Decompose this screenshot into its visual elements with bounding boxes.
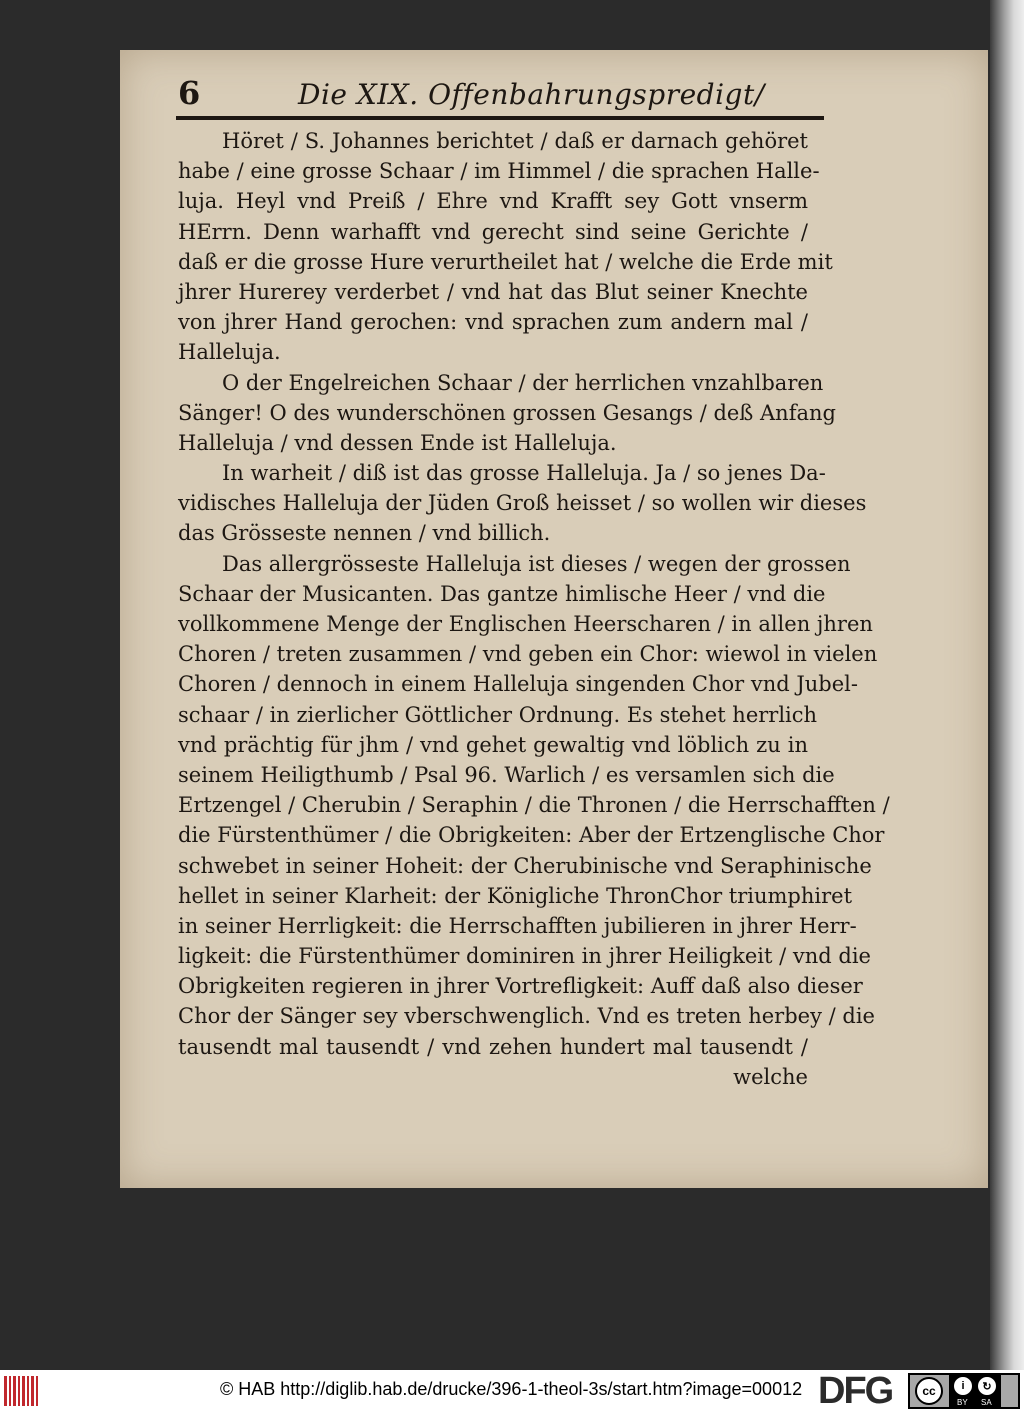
text-line: die Fürstenthümer / die Obrigkeiten: Aber der Ertzenglische Chor: [178, 823, 885, 848]
text-line: seinem Heiligthumb / Psal 96. Warlich / es versamlen sich die: [178, 762, 835, 787]
license-icons: [949, 1373, 1001, 1409]
text-line: Das allergrösseste Halleluja ist dieses / wegen der grossen: [222, 551, 851, 576]
text-line: Obrigkeiten regieren in jhrer Vortrefligkeit: Auff daß also dieser: [178, 974, 863, 999]
text-line: HErrn. Denn warhafft vnd gerecht sind seine Gerichte /: [178, 219, 808, 244]
text-line: Schaar der Musicanten. Das gantze himlische Heer / vnd die: [178, 581, 826, 606]
text-line: habe / eine grosse Schaar / im Himmel / die sprachen Halle-: [178, 159, 820, 184]
dfg-logo[interactable]: DFG: [818, 1370, 893, 1412]
text-line: In warheit / diß ist das grosse Halleluja. Ja / so jenes Da-: [222, 461, 826, 486]
share-alike-icon: ↻: [976, 1375, 998, 1397]
by-label: BY: [957, 1398, 968, 1407]
page-header: [178, 74, 858, 122]
text-line: von jhrer Hand gerochen: vnd sprachen zum andern mal /: [178, 310, 808, 335]
attribution-icon: i: [952, 1375, 974, 1397]
hab-logo-icon[interactable]: [4, 1376, 38, 1406]
text-line: Sänger! O des wunderschönen grossen Gesangs / deß Anfang: [178, 400, 836, 425]
text-line: das Grösseste nennen / vnd billich.: [178, 521, 551, 546]
text-line: Halleluja.: [178, 340, 281, 365]
text-line: vnd prächtig für jhm / vnd gehet gewaltig vnd löblich zu in: [178, 732, 808, 757]
text-line: schaar / in zierlicher Göttlicher Ordnung. Es stehet herrlich: [178, 702, 818, 727]
text-line: Choren / treten zusammen / vnd geben ein Chor: wiewol in vielen: [178, 642, 878, 667]
copyright-link[interactable]: © HAB http://diglib.hab.de/drucke/396-1-theol-3s/start.htm?image=00012: [220, 1379, 803, 1399]
page-number: 6: [178, 74, 201, 112]
header-rule: [176, 116, 824, 120]
cc-license-badge[interactable]: [908, 1373, 1020, 1409]
text-line: Ertzengel / Cherubin / Seraphin / die Thronen / die Herrschafften /: [178, 793, 890, 818]
adjacent-page-edge: [990, 0, 1024, 1370]
text-line: tausendt mal tausendt / vnd zehen hundert mal tausendt /: [178, 1034, 808, 1059]
text-line: jhrer Hurerey verderbet / vnd hat das Blut seiner Knechte: [178, 279, 808, 304]
text-line: Chor der Sänger sey vberschwenglich. Vnd es treten herbey / die: [178, 1004, 875, 1029]
cc-icon: cc: [915, 1377, 943, 1405]
viewer-footer: [0, 1370, 1024, 1412]
catchword: welche: [733, 1064, 808, 1089]
text-line: in seiner Herrligkeit: die Herrschafften jubilieren in jhrer Herr-: [178, 913, 857, 938]
text-line: ligkeit: die Fürstenthümer dominiren in jhrer Heiligkeit / vnd die: [178, 944, 871, 969]
text-line: schwebet in seiner Hoheit: der Cherubinische vnd Seraphinische: [178, 853, 872, 878]
text-line: Choren / dennoch in einem Halleluja singenden Chor vnd Jubel-: [178, 672, 858, 697]
text-line: O der Engelreichen Schaar / der herrlichen vnzahlbaren: [222, 370, 824, 395]
text-line: luja. Heyl vnd Preiß / Ehre vnd Krafft sey Gott vnserm: [178, 189, 808, 214]
text-line: Halleluja / vnd dessen Ende ist Halleluja.: [178, 430, 617, 455]
text-line: vollkommene Menge der Englischen Heerscharen / in allen jhren: [178, 612, 873, 636]
running-head: Die XIX. Offenbahrungspredigt/: [298, 78, 765, 111]
text-line: vidisches Halleluja der Jüden Groß heisset / so wollen wir dieses: [178, 491, 867, 516]
text-line: Höret / S. Johannes berichtet / daß er darnach gehöret: [222, 129, 808, 153]
page-body: [178, 126, 890, 1092]
sa-label: SA: [981, 1398, 992, 1407]
text-line: daß er die grosse Hure verurtheilet hat / welche die Erde mit: [178, 249, 833, 274]
text-line: hellet in seiner Klarheit: der Königliche ThronChor triumphiret: [178, 883, 853, 908]
